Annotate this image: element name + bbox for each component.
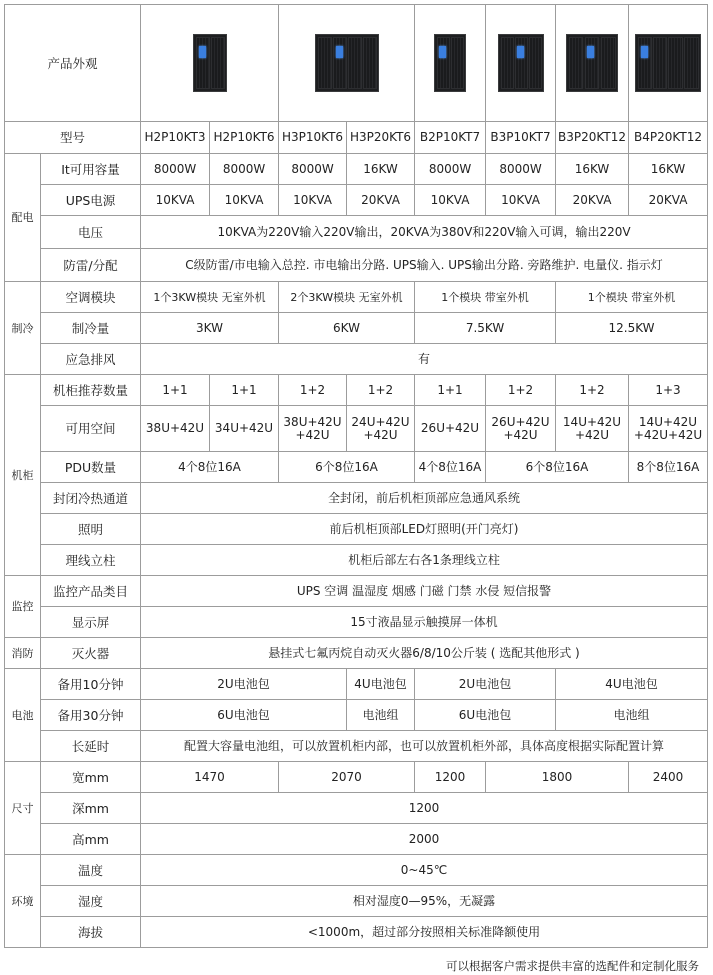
spec-cell: 14U+42U +42U+42U (629, 406, 708, 452)
row-label: 可用空间 (41, 406, 141, 452)
group-size: 尺寸 (5, 762, 41, 855)
model-name: B2P10KT7 (415, 122, 486, 154)
cabinet-image (434, 34, 466, 92)
spec-cell: 20KVA (347, 185, 415, 216)
spec-cell-wide: 机柜后部左右各1条理线立柱 (141, 545, 708, 576)
cabinet-image (566, 34, 618, 92)
spec-cell-wide: 全封闭，前后机柜顶部应急通风系统 (141, 483, 708, 514)
spec-cell-wide: <1000m，超过部分按照相关标准降额使用 (141, 917, 708, 948)
spec-cell-wide: 配置大容量电池组，可以放置机柜内部，也可以放置机柜外部，具体高度根据实际配置计算 (141, 731, 708, 762)
spec-cell-wide: 相对湿度0—95%，无凝露 (141, 886, 708, 917)
height-row (5, 824, 708, 855)
row-label: 温度 (41, 855, 141, 886)
row-label: 灭火器 (41, 638, 141, 669)
row-label: 宽mm (41, 762, 141, 793)
spec-cell-wide: 0~45℃ (141, 855, 708, 886)
row-label: 高mm (41, 824, 141, 855)
model-label: 型号 (5, 122, 141, 154)
altitude-row (5, 917, 708, 948)
group-monitor: 监控 (5, 576, 41, 638)
row-label: 备用30分钟 (41, 700, 141, 731)
spec-cell: 1个模块 带室外机 (556, 282, 708, 313)
spec-cell: 8个8位16A (629, 452, 708, 483)
battery-10min-row (5, 669, 708, 700)
group-cabinet: 机柜 (5, 375, 41, 576)
pdu-row (5, 452, 708, 483)
spec-cell-wide: 悬挂式七氟丙烷自动灭火器6/8/10公斤装 ( 选配其他形式 ) (141, 638, 708, 669)
row-label: 封闭冷热通道 (41, 483, 141, 514)
spec-cell: 8000W (279, 154, 347, 185)
spec-cell: 10KVA (210, 185, 279, 216)
model-name: H2P10KT6 (210, 122, 279, 154)
spec-cell-wide: 10KVA为220V输入220V输出，20KVA为380V和220V输入可调，输出220V (141, 216, 708, 249)
depth-row (5, 793, 708, 824)
row-label: 湿度 (41, 886, 141, 917)
spec-cell: 1个模块 带室外机 (415, 282, 556, 313)
spec-cell: 2070 (279, 762, 415, 793)
protection-row (5, 249, 708, 282)
spec-cell: 6个8位16A (486, 452, 629, 483)
row-label: 空调模块 (41, 282, 141, 313)
spec-cell: 4U电池包 (556, 669, 708, 700)
spec-cell: 24U+42U +42U (347, 406, 415, 452)
cabinet-image (193, 34, 227, 92)
footnote: 可以根据客户需求提供丰富的选配件和定制化服务 (446, 959, 699, 973)
spec-cell-wide: 有 (141, 344, 708, 375)
spec-cell: 4个8位16A (415, 452, 486, 483)
group-power: 配电 (5, 154, 41, 282)
row-label: UPS电源 (41, 185, 141, 216)
spec-cell: 1470 (141, 762, 279, 793)
spec-cell: 2个3KW模块 无室外机 (279, 282, 415, 313)
row-label: 应急排风 (41, 344, 141, 375)
appearance-label: 产品外观 (5, 5, 141, 122)
spec-cell: 10KVA (486, 185, 556, 216)
row-label: 制冷量 (41, 313, 141, 344)
row-label: 长延时 (41, 731, 141, 762)
ac-row (5, 282, 708, 313)
row-label: 电压 (41, 216, 141, 249)
product-image-cell (629, 5, 708, 122)
spec-cell: 8000W (415, 154, 486, 185)
spec-cell-wide: UPS 空调 温湿度 烟感 门磁 门禁 水侵 短信报警 (141, 576, 708, 607)
product-image-cell (141, 5, 279, 122)
spec-cell: 8000W (141, 154, 210, 185)
spec-cell: 12.5KW (556, 313, 708, 344)
row-label: 照明 (41, 514, 141, 545)
group-env: 环境 (5, 855, 41, 948)
spec-cell: 2400 (629, 762, 708, 793)
aisle-row (5, 483, 708, 514)
product-image-cell (279, 5, 415, 122)
spec-cell: 3KW (141, 313, 279, 344)
cable-row (5, 545, 708, 576)
spec-cell: 1+1 (141, 375, 210, 406)
spec-cell: 6个8位16A (279, 452, 415, 483)
spec-cell: 8000W (210, 154, 279, 185)
spec-cell-wide: 1200 (141, 793, 708, 824)
spec-cell: 2U电池包 (415, 669, 556, 700)
spec-cell: 20KVA (556, 185, 629, 216)
spec-cell: 1+2 (486, 375, 556, 406)
spec-cell: 1+1 (210, 375, 279, 406)
appearance-row (5, 5, 708, 122)
group-fire: 消防 (5, 638, 41, 669)
extinguisher-row (5, 638, 708, 669)
spec-cell-wide: C级防雷/市电输入总控. 市电输出分路. UPS输入. UPS输出分路. 旁路维护. 电量仪. 指示灯 (141, 249, 708, 282)
battery-long-row (5, 731, 708, 762)
row-label: 防雷/分配 (41, 249, 141, 282)
product-image-cell (486, 5, 556, 122)
ups-row (5, 185, 708, 216)
row-label: 机柜推荐数量 (41, 375, 141, 406)
cabinet-space-row (5, 406, 708, 452)
battery-30min-row (5, 700, 708, 731)
model-name: H3P10KT6 (279, 122, 347, 154)
spec-cell: 1+1 (415, 375, 486, 406)
width-row (5, 762, 708, 793)
spec-table (4, 4, 708, 948)
spec-cell: 4U电池包 (347, 669, 415, 700)
row-label: 显示屏 (41, 607, 141, 638)
group-battery: 电池 (5, 669, 41, 762)
spec-cell: 26U+42U +42U (486, 406, 556, 452)
model-name: B4P20KT12 (629, 122, 708, 154)
spec-cell: 10KVA (279, 185, 347, 216)
spec-cell: 4个8位16A (141, 452, 279, 483)
cabinet-count-row (5, 375, 708, 406)
spec-cell-wide: 15寸液晶显示触摸屏一体机 (141, 607, 708, 638)
spec-cell: 1800 (486, 762, 629, 793)
voltage-row (5, 216, 708, 249)
group-cooling: 制冷 (5, 282, 41, 375)
spec-cell: 38U+42U +42U (279, 406, 347, 452)
product-image-cell (556, 5, 629, 122)
cabinet-image (315, 34, 379, 92)
humidity-row (5, 886, 708, 917)
spec-cell: 1个3KW模块 无室外机 (141, 282, 279, 313)
cabinet-image (498, 34, 544, 92)
spec-cell: 16KW (556, 154, 629, 185)
spec-cell: 6U电池包 (415, 700, 556, 731)
spec-cell: 14U+42U +42U (556, 406, 629, 452)
spec-cell: 6U电池包 (141, 700, 347, 731)
lighting-row (5, 514, 708, 545)
row-label: PDU数量 (41, 452, 141, 483)
spec-cell: 1+2 (556, 375, 629, 406)
spec-cell: 26U+42U (415, 406, 486, 452)
cabinet-image (635, 34, 701, 92)
spec-cell: 38U+42U (141, 406, 210, 452)
monitor-items-row (5, 576, 708, 607)
exhaust-row (5, 344, 708, 375)
model-name: B3P10KT7 (486, 122, 556, 154)
spec-cell: 1+2 (279, 375, 347, 406)
spec-cell: 1+3 (629, 375, 708, 406)
row-label: 监控产品类目 (41, 576, 141, 607)
model-name: B3P20KT12 (556, 122, 629, 154)
spec-cell: 20KVA (629, 185, 708, 216)
temperature-row (5, 855, 708, 886)
spec-cell: 16KW (347, 154, 415, 185)
spec-cell-wide: 前后机柜顶部LED灯照明(开门亮灯) (141, 514, 708, 545)
spec-cell: 7.5KW (415, 313, 556, 344)
spec-cell: 6KW (279, 313, 415, 344)
spec-cell: 34U+42U (210, 406, 279, 452)
spec-cell: 8000W (486, 154, 556, 185)
spec-cell: 1200 (415, 762, 486, 793)
spec-cell: 电池组 (347, 700, 415, 731)
row-label: 海拔 (41, 917, 141, 948)
spec-cell: 1+2 (347, 375, 415, 406)
model-name: H3P20KT6 (347, 122, 415, 154)
model-name: H2P10KT3 (141, 122, 210, 154)
spec-cell: 2U电池包 (141, 669, 347, 700)
model-row (5, 122, 708, 154)
row-label: 深mm (41, 793, 141, 824)
row-label: It可用容量 (41, 154, 141, 185)
spec-cell: 电池组 (556, 700, 708, 731)
cooling-capacity-row (5, 313, 708, 344)
it-capacity-row (5, 154, 708, 185)
row-label: 备用10分钟 (41, 669, 141, 700)
spec-cell-wide: 2000 (141, 824, 708, 855)
product-image-cell (415, 5, 486, 122)
spec-cell: 10KVA (415, 185, 486, 216)
spec-cell: 16KW (629, 154, 708, 185)
display-row (5, 607, 708, 638)
spec-cell: 10KVA (141, 185, 210, 216)
row-label: 理线立柱 (41, 545, 141, 576)
